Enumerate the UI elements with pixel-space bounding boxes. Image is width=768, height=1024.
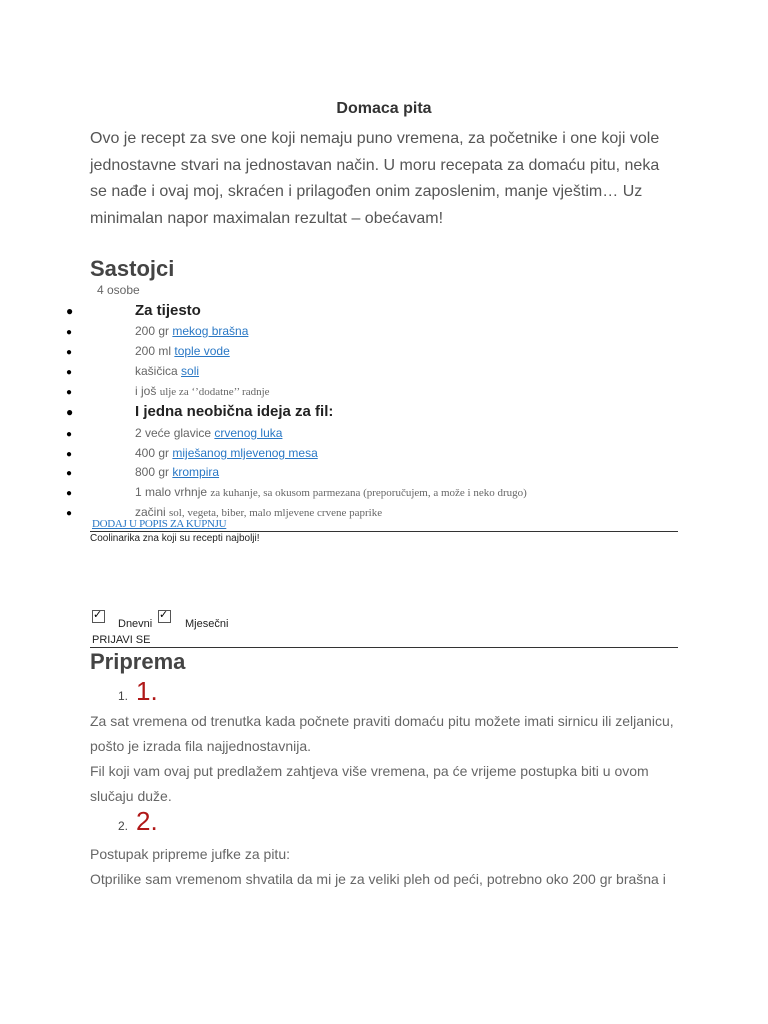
step-1-line: slučaju duže.: [90, 788, 172, 804]
preparation-heading: Priprema: [90, 649, 186, 674]
bullet-icon: ●: [66, 429, 73, 440]
step-1-line: Za sat vremena od trenutka kada počnete praviti domaću pitu možete imati sirnicu ili zeljanicu,: [90, 713, 674, 729]
step-2-line: Postupak pripreme jufke za pitu:: [90, 846, 290, 862]
ingredient-text: [135, 505, 382, 519]
ingredient-item: [0, 426, 700, 444]
promo-text: Coolinarika zna koji su recepti najbolji!: [90, 533, 260, 544]
ingredient-text: [135, 324, 248, 338]
ingredient-amount: 400 gr: [135, 446, 173, 460]
ingredient-link[interactable]: krompira: [172, 465, 220, 479]
ingredient-item: [0, 344, 700, 362]
ingredient-link[interactable]: soli: [181, 364, 200, 378]
step-2-line: Otprilike sam vremenom shvatila da mi je za veliki pleh od peći, potrebno oko 200 gr brašna i: [90, 871, 666, 887]
ingredient-item: [0, 364, 700, 382]
ingredient-amount: 200 gr: [135, 324, 173, 338]
ingredient-amount: Za tijesto: [135, 302, 201, 319]
ingredient-item: [0, 324, 700, 342]
bullet-icon: ●: [66, 304, 74, 318]
ingredient-amount: i još: [135, 384, 160, 398]
ingredient-note: ulje za ‘’dodatne’’ radnje: [159, 386, 270, 398]
ingredient-text: [135, 302, 201, 319]
ingredient-link[interactable]: crvenog luka: [214, 426, 283, 440]
ingredient-note: za kuhanje, sa okusom parmezana (preporučujem, a može i neko drugo): [210, 487, 527, 499]
bullet-icon: ●: [66, 468, 73, 479]
step-1-line: pošto je izrada fila najjednostavnija.: [90, 738, 312, 754]
divider: [90, 647, 678, 648]
check-icon: ✓: [159, 609, 169, 621]
ingredients-heading: Sastojci: [90, 256, 175, 281]
ingredient-amount: 200 ml: [135, 344, 175, 358]
divider: [90, 531, 678, 532]
ingredient-item: [0, 303, 700, 321]
monthly-checkbox[interactable]: [158, 610, 171, 623]
step-1-marker: 1.: [118, 689, 129, 703]
bullet-icon: ●: [66, 449, 73, 460]
check-icon: ✓: [93, 609, 103, 621]
ingredient-text: [135, 384, 270, 398]
ingredient-amount: kašičica: [135, 364, 182, 378]
ingredient-amount: začini: [135, 505, 170, 519]
monthly-label: Mjesečni: [185, 618, 229, 630]
recipe-intro: Ovo je recept za sve one koji nemaju puno vremena, za početnike i one koji vole jednostavne stvari na jednostavan način. U moru recepata za domaću pitu, neka se nađe i ovaj moj, skraćen i prilagođen onim zaposlenim, manje vještim… Uz minimalan napor maximalan rezultat – obećavam!: [90, 130, 660, 227]
ingredient-amount: I jedna neobična ideja za fil:: [135, 403, 334, 420]
ingredient-text: [135, 426, 282, 440]
ingredient-link[interactable]: tople vode: [174, 344, 230, 358]
signup-button[interactable]: PRIJAVI SE: [92, 634, 151, 646]
ingredient-text: [135, 485, 527, 499]
bullet-icon: ●: [66, 387, 73, 398]
ingredient-item: [0, 465, 700, 483]
step-2-marker: 2.: [118, 819, 129, 833]
bullet-icon: ●: [66, 508, 73, 519]
step-1-line: Fil koji vam ovaj put predlažem zahtjeva više vremena, pa će vrijeme postupka biti u ovom: [90, 763, 649, 779]
ingredient-item: [0, 404, 700, 422]
bullet-icon: ●: [66, 347, 73, 358]
daily-label: Dnevni: [118, 618, 153, 630]
daily-checkbox[interactable]: [92, 610, 105, 623]
bullet-icon: ●: [66, 327, 73, 338]
recipe-title: Domaca pita: [336, 100, 432, 117]
ingredient-text: [135, 465, 219, 479]
ingredient-text: [135, 446, 318, 460]
step-2-number: 2.: [136, 806, 158, 836]
step-1-number: 1.: [136, 676, 158, 706]
ingredient-item: [0, 384, 700, 402]
ingredient-link[interactable]: miješanog mljevenog mesa: [172, 446, 318, 460]
ingredient-text: [135, 364, 199, 378]
ingredient-link[interactable]: mekog brašna: [172, 324, 249, 338]
add-to-shopping-list-link[interactable]: DODAJ U POPIS ZA KUPNJU: [92, 518, 227, 530]
servings-count: 4 osobe: [97, 283, 140, 297]
bullet-icon: ●: [66, 405, 74, 419]
ingredient-amount: 2 veće glavice: [135, 426, 215, 440]
ingredient-note: sol, vegeta, biber, malo mljevene crvene paprike: [169, 507, 383, 519]
ingredient-amount: 800 gr: [135, 465, 173, 479]
ingredient-text: [135, 344, 230, 358]
bullet-icon: ●: [66, 488, 73, 499]
ingredient-text: [135, 403, 333, 420]
ingredient-item: [0, 485, 700, 503]
ingredient-amount: 1 malo vrhnje: [135, 485, 211, 499]
bullet-icon: ●: [66, 367, 73, 378]
ingredient-item: [0, 446, 700, 464]
